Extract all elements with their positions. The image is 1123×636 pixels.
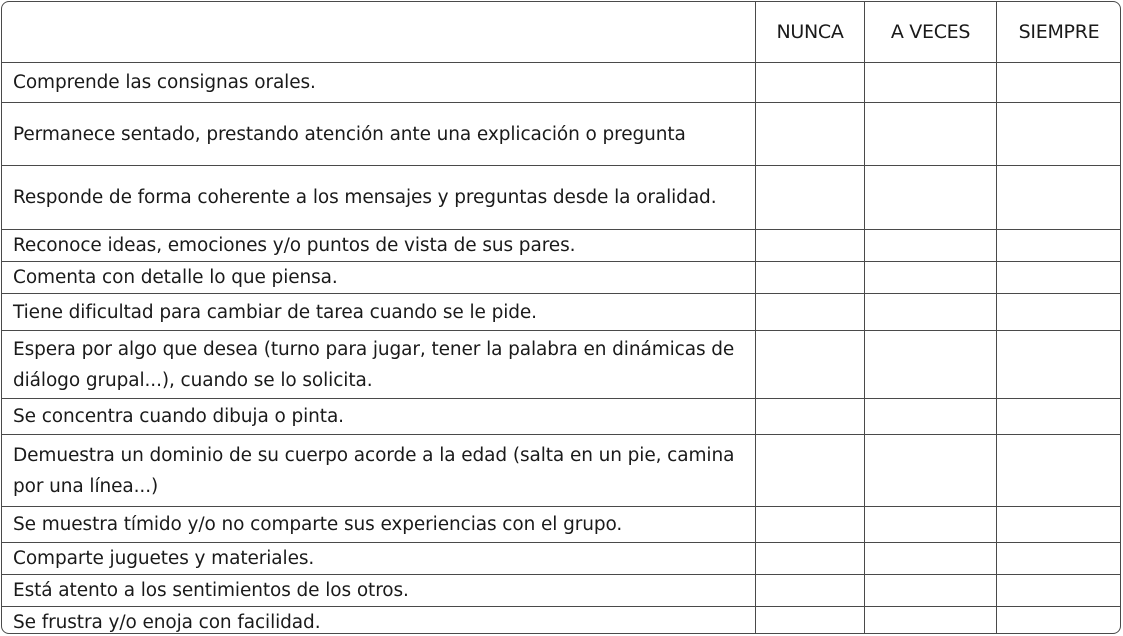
cell-nunca[interactable] (756, 63, 865, 103)
row-item-label: Se concentra cuando dibuja o pinta. (2, 399, 756, 435)
cell-nunca[interactable] (756, 331, 865, 399)
row-item-label: Comparte juguetes y materiales. (2, 543, 756, 575)
cell-nunca[interactable] (756, 230, 865, 262)
table-row (2, 262, 1122, 294)
table-row (2, 575, 1122, 607)
header-row (2, 2, 1122, 63)
row-item-label: Se frustra y/o enoja con facilidad. (2, 607, 756, 635)
table-row (2, 435, 1122, 507)
cell-siempre[interactable] (997, 294, 1122, 331)
table-row (2, 166, 1122, 230)
row-item-label: Comprende las consignas orales. (2, 63, 756, 103)
table-row (2, 399, 1122, 435)
cell-a-veces[interactable] (865, 103, 997, 166)
header-siempre: SIEMPRE (997, 2, 1122, 63)
cell-siempre[interactable] (997, 230, 1122, 262)
cell-nunca[interactable] (756, 435, 865, 507)
cell-siempre[interactable] (997, 543, 1122, 575)
cell-a-veces[interactable] (865, 294, 997, 331)
row-item-label: Espera por algo que desea (turno para jugar, tener la palabra en dinámicas de diálogo grupal...), cuando se lo solicita. (2, 331, 756, 399)
table-row (2, 543, 1122, 575)
cell-siempre[interactable] (997, 103, 1122, 166)
cell-a-veces[interactable] (865, 63, 997, 103)
cell-siempre[interactable] (997, 399, 1122, 435)
cell-nunca[interactable] (756, 543, 865, 575)
cell-a-veces[interactable] (865, 230, 997, 262)
cell-a-veces[interactable] (865, 607, 997, 635)
cell-siempre[interactable] (997, 262, 1122, 294)
cell-nunca[interactable] (756, 575, 865, 607)
cell-nunca[interactable] (756, 294, 865, 331)
cell-a-veces[interactable] (865, 435, 997, 507)
table-row (2, 294, 1122, 331)
header-nunca: NUNCA (756, 2, 865, 63)
table-row (2, 63, 1122, 103)
row-item-label: Tiene dificultad para cambiar de tarea cuando se le pide. (2, 294, 756, 331)
cell-nunca[interactable] (756, 262, 865, 294)
row-item-label: Se muestra tímido y/o no comparte sus experiencias con el grupo. (2, 507, 756, 543)
cell-a-veces[interactable] (865, 575, 997, 607)
checklist-table (1, 1, 1121, 634)
cell-siempre[interactable] (997, 575, 1122, 607)
cell-a-veces[interactable] (865, 543, 997, 575)
row-item-label: Está atento a los sentimientos de los otros. (2, 575, 756, 607)
cell-siempre[interactable] (997, 435, 1122, 507)
table-row (2, 607, 1122, 635)
header-blank-cell (2, 2, 756, 63)
row-item-label: Comenta con detalle lo que piensa. (2, 262, 756, 294)
table-row (2, 103, 1122, 166)
cell-a-veces[interactable] (865, 331, 997, 399)
cell-nunca[interactable] (756, 166, 865, 230)
table-row (2, 507, 1122, 543)
cell-siempre[interactable] (997, 166, 1122, 230)
header-a-veces: A VECES (865, 2, 997, 63)
cell-a-veces[interactable] (865, 399, 997, 435)
row-item-label: Reconoce ideas, emociones y/o puntos de vista de sus pares. (2, 230, 756, 262)
row-item-label: Demuestra un dominio de su cuerpo acorde a la edad (salta en un pie, camina por una línea...) (2, 435, 756, 507)
cell-a-veces[interactable] (865, 507, 997, 543)
cell-nunca[interactable] (756, 103, 865, 166)
cell-siempre[interactable] (997, 63, 1122, 103)
cell-a-veces[interactable] (865, 166, 997, 230)
cell-a-veces[interactable] (865, 262, 997, 294)
table-row (2, 230, 1122, 262)
cell-nunca[interactable] (756, 507, 865, 543)
cell-siempre[interactable] (997, 607, 1122, 635)
row-item-label: Permanece sentado, prestando atención ante una explicación o pregunta (2, 103, 756, 166)
cell-siempre[interactable] (997, 331, 1122, 399)
row-item-label: Responde de forma coherente a los mensajes y preguntas desde la oralidad. (2, 166, 756, 230)
table-row (2, 331, 1122, 399)
cell-nunca[interactable] (756, 399, 865, 435)
cell-nunca[interactable] (756, 607, 865, 635)
observation-checklist (1, 1, 1121, 634)
cell-siempre[interactable] (997, 507, 1122, 543)
